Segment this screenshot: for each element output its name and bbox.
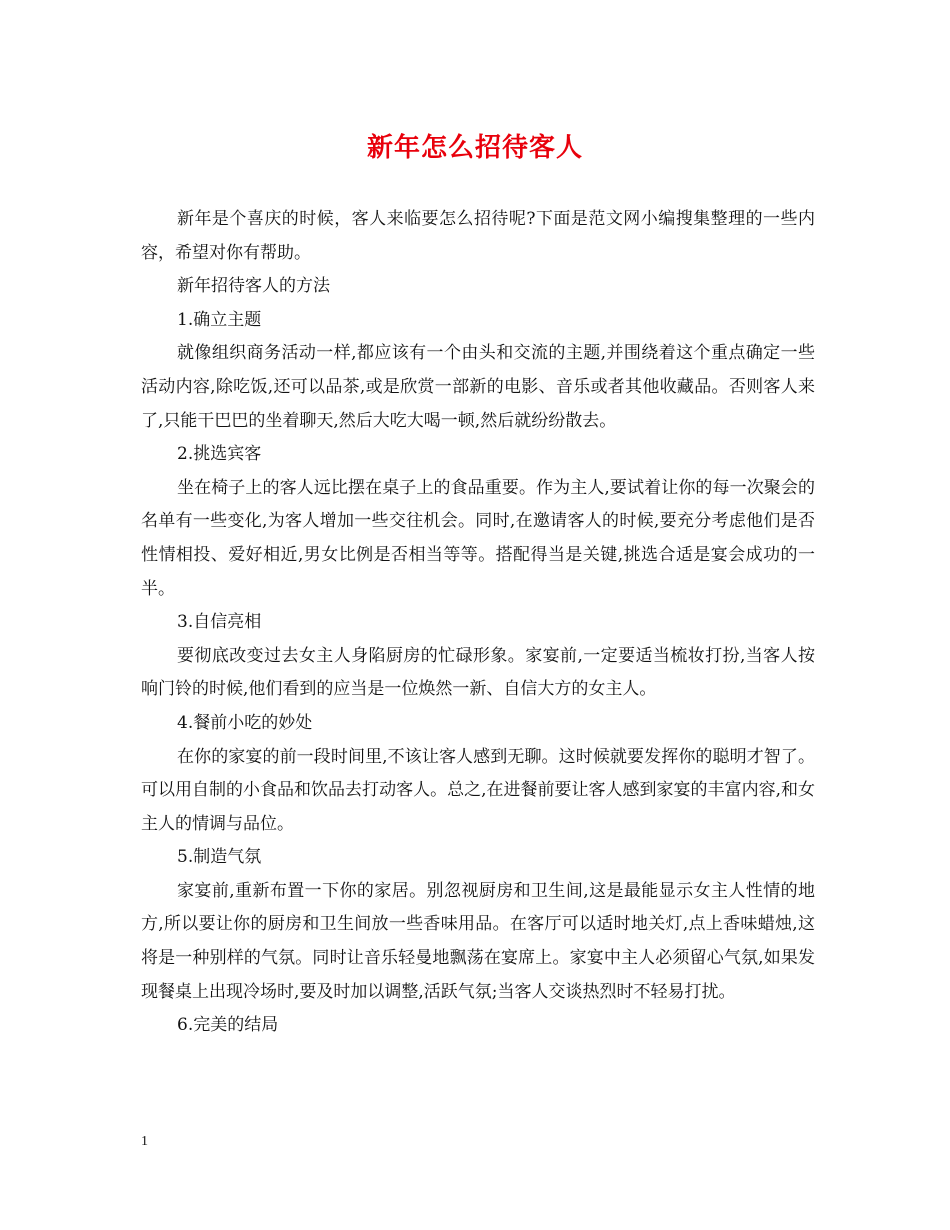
item-heading-3: 3.自信亮相 [177, 612, 262, 633]
paragraph-intro: 新年是个喜庆的时候，客人来临要怎么招待呢?下面是范文网小编搜集整理的一些内容，希望对你有帮助。 [141, 209, 815, 263]
item-heading-4: 4.餐前小吃的妙处 [177, 712, 313, 733]
section-heading-methods: 新年招待客人的方法 [177, 276, 330, 297]
document-title: 新年怎么招待客人 [366, 133, 583, 163]
paragraph-item-1: 就像组织商务活动一样,都应该有一个由头和交流的主题,并围绕着这个重点确定一些活动内容,除吃饭,还可以品茶,或是欣赏一部新的电影、音乐或者其他收藏品。否则客人来了,只能干巴巴的坐着聊天,然后大吃大喝一顿,然后就纷纷散去。 [141, 343, 815, 431]
item-heading-1: 1.确立主题 [177, 309, 262, 330]
paragraph-item-3: 要彻底改变过去女主人身陷厨房的忙碌形象。家宴前,一定要适当梳妆打扮,当客人按响门铃的时候,他们看到的应当是一位焕然一新、自信大方的女主人。 [141, 645, 815, 700]
item-heading-5: 5.制造气氛 [177, 847, 262, 868]
paragraph-item-2: 坐在椅子上的客人远比摆在桌子上的食品重要。作为主人,要试着让你的每一次聚会的名单有一些变化,为客人增加一些交往机会。同时,在邀请客人的时候,要充分考虑他们是否性情相投、爱好相近,男女比例是否相当等等。搭配得当是关键,挑选合适是宴会成功的一半。 [141, 477, 815, 599]
page-number: 1 [141, 1134, 148, 1149]
item-heading-2: 2.挑选宾客 [177, 444, 262, 465]
paragraph-item-5: 家宴前,重新布置一下你的家居。别忽视厨房和卫生间,这是最能显示女主人性情的地方,所以要让你的厨房和卫生间放一些香味用品。在客厅可以适时地关灯,点上香味蜡烛,这将是一种别样的气氛。同时让音乐轻曼地飘荡在宴席上。家宴中主人必须留心气氛,如果发现餐桌上出现冷场时,要及时加以调整,活跃气氛;当客人交谈热烈时不轻易打扰。 [141, 880, 815, 1002]
paragraph-item-4: 在你的家宴的前一段时间里,不该让客人感到无聊。这时候就要发挥你的聪明才智了。可以用自制的小食品和饮品去打动客人。总之,在进餐前要让客人感到家宴的丰富内容,和女主人的情调与品位。 [141, 746, 815, 834]
document-body [141, 203, 815, 1043]
item-heading-6: 6.完美的结局 [177, 1015, 279, 1036]
